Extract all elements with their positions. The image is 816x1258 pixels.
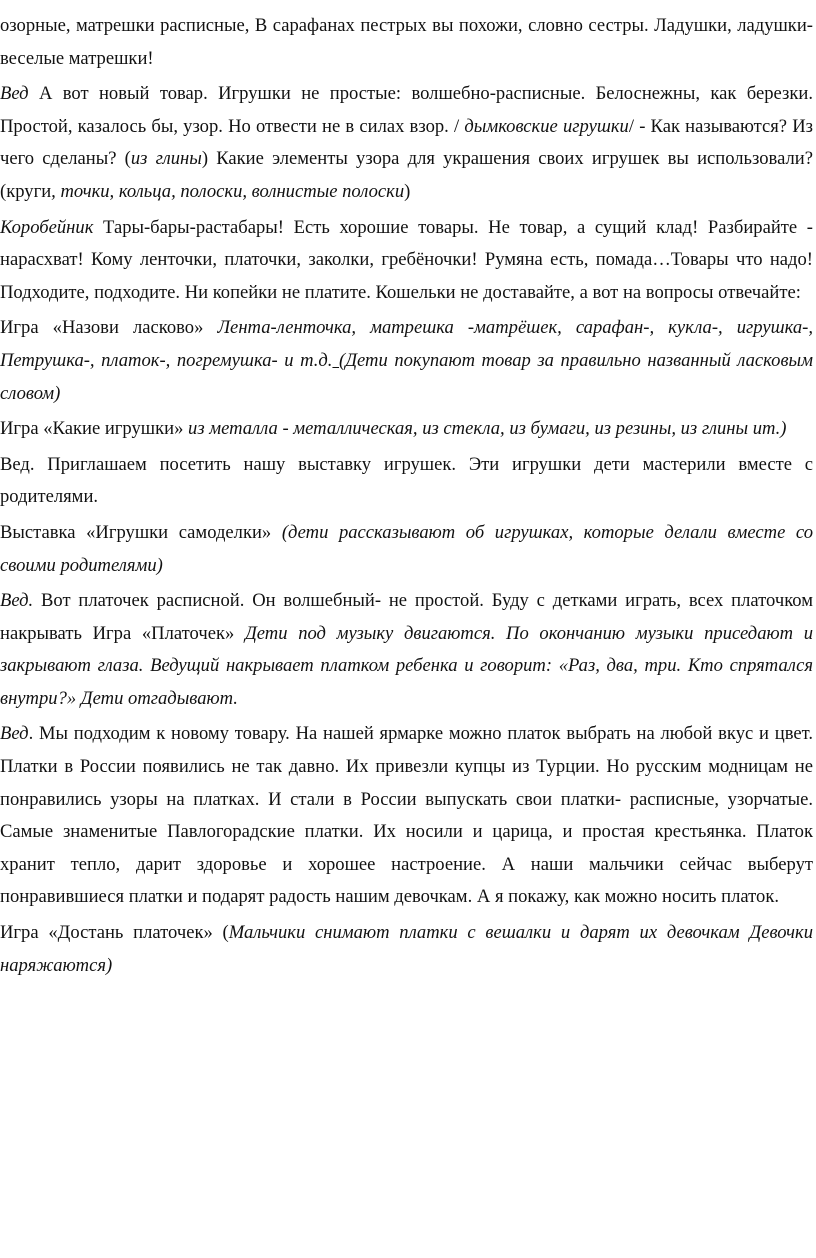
- speaker-label: Коробейник: [0, 216, 94, 238]
- game-title: Игра «Какие игрушки»: [0, 418, 189, 440]
- text-run: ): [404, 180, 411, 202]
- text-run-italic: дымковские игрушки: [459, 115, 629, 137]
- text-run-italic: (Дети покупают товар за правильно названный ласковым словом): [0, 349, 813, 404]
- text-run: Вед. Приглашаем посетить нашу выставку игрушек. Эти игрушки дети мастерили вместе с родителями.: [0, 453, 813, 508]
- text-run: ) Какие элементы узора для украшения своих игрушек вы использовали? (круги: [0, 148, 813, 202]
- paragraph-exhibition-invite: [0, 449, 813, 514]
- paragraph-game-handkerchief: [0, 585, 813, 715]
- text-run: озорные, матрешки расписные, В сарафанах пестрых вы похожи, словно сестры. Ладушки, ладушки- веселые матрешки!: [0, 15, 813, 69]
- game-title: Выставка «Игрушки самоделки»: [0, 521, 282, 543]
- paragraph-game-get-handkerchief: [0, 917, 813, 982]
- text-run: / - Как называются? Из чего сделаны? (: [0, 115, 813, 170]
- text-run-italic: , точки, кольца, полоски, волнистые полоски: [51, 180, 405, 202]
- text-run-italic: из глины: [130, 148, 202, 170]
- paragraph-song-ending: [0, 10, 813, 75]
- paragraph-shawls-history: [0, 718, 813, 914]
- text-run-italic: (дети рассказывают об игрушках, которые делали вместе со своими родителями): [0, 521, 813, 576]
- speaker-label: Вед.: [0, 590, 34, 612]
- text-run: . Мы подходим к новому товару. На нашей ярмарке можно платок выбрать на любой вкус и цвет. Платки в России появились не так давно. Их привезли купцы из Турции. Но русским модницам не понравились узоры на платках. И стали в России выпускать свои платки- расписные, узорчатые. Самые знаменитые Павлогорадские платки. Их носили и царица, и простая крестьянка. Платок хранит тепло, дарит здоровье и хорошее настроение. А наши мальчики сейчас выберут понравившиеся платки и подарят радость нашим девочкам. А я покажу, как можно носить платок.: [0, 723, 813, 908]
- game-title: Игра «Назови ласково»: [0, 317, 218, 339]
- speaker-label: Вед: [0, 723, 29, 745]
- text-run-italic: Дети под музыку двигаются. По окончанию музыки приседают и закрывают глаза. Ведущий накрывает платком ребенка и говорит: «Раз, два, три. Кто спрятался внутри?» Дети отгадывают.: [0, 622, 813, 709]
- text-run-italic: из металла - металлическая, из стекла, из бумаги, из резины, из глины ит.): [188, 418, 787, 440]
- text-run: Тары-бары-растабары! Есть хорошие товары. Не товар, а сущий клад! Разбирайте - нарасхват! Кому ленточки, платочки, заколки, гребёночки! Румяна есть, помада…Товары что надо! Подходите, подходите. Ни копейки не платите. Кошельки не доставайте, а вот на вопросы отвечайте:: [0, 216, 813, 303]
- paragraph-game-which-toys: [0, 413, 813, 446]
- text-run-italic: Лента-ленточка, матрешка -матрёшек, сарафан-, кукла-, игрушка-, Петрушка-, платок-, погремушка- и т.д.: [0, 317, 814, 371]
- speaker-label: Вед: [0, 83, 29, 105]
- text-run: Вот платочек расписной. Он волшебный- не простой. Буду с детками играть, всех платочком накрывать Игра «Платочек»: [0, 590, 813, 644]
- game-title: Игра «Достань платочек» (: [0, 922, 229, 944]
- paragraph-peddler: [0, 212, 813, 310]
- text-run-italic: Мальчики снимают платки с вешалки и дарят их девочкам Девочки наряжаются): [0, 922, 813, 976]
- paragraph-dymkovo-toys: [0, 78, 813, 208]
- paragraph-game-name-affectionately: [0, 312, 813, 410]
- paragraph-exhibition: [0, 517, 813, 582]
- text-run: А вот новый товар. Игрушки не простые: волшебно-расписные. Белоснежны, как березки. Простой, казалось бы, узор. Но отвести не в силах взор. /: [0, 83, 813, 137]
